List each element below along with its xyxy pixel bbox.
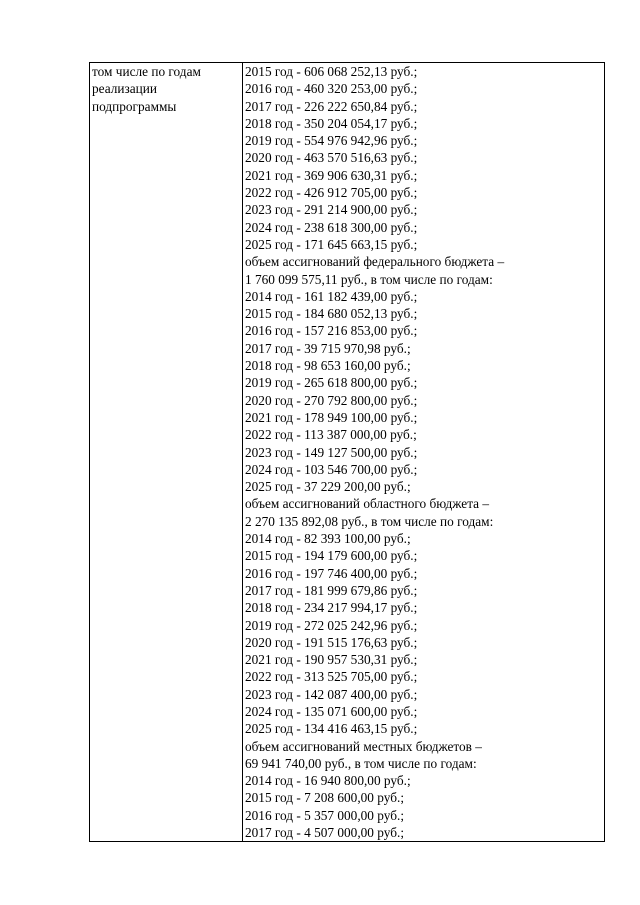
value-line: 2 270 135 892,08 руб., в том числе по годам: [245,513,494,529]
value-line: объем ассигнований областного бюджета – [245,496,490,512]
value-line: 2020 год - 270 792 800,00 руб.; [245,392,418,408]
value-line: 2017 год - 181 999 679,86 руб.; [245,582,418,598]
value-line: 2025 год - 171 645 663,15 руб.; [245,236,418,252]
value-line: 2022 год - 426 912 705,00 руб.; [245,185,418,201]
value-line: 2015 год - 606 068 252,13 руб.; [245,64,418,79]
value-line: 2015 год - 194 179 600,00 руб.; [245,548,418,564]
value-line: 2022 год - 113 387 000,00 руб.; [245,427,417,443]
label-line: подпрограммы [92,98,177,114]
value-line: 2021 год - 190 957 530,31 руб.; [245,652,418,668]
value-line: 2016 год - 5 357 000,00 руб.; [245,807,405,823]
value-line: 2018 год - 234 217 994,17 руб.; [245,600,418,616]
value-line: 2025 год - 134 416 463,15 руб.; [245,721,418,737]
value-line: 2018 год - 350 204 054,17 руб.; [245,115,418,131]
value-line: 2019 год - 265 618 800,00 руб.; [245,375,418,391]
row-values-cell [243,63,605,842]
value-line: объем ассигнований федерального бюджета – [245,254,505,270]
value-line: 69 941 740,00 руб., в том числе по годам: [245,755,477,771]
value-line: 2024 год - 135 071 600,00 руб.; [245,703,418,719]
funding-table [89,62,605,842]
value-line: 2024 год - 103 546 700,00 руб.; [245,461,418,477]
value-line: 2018 год - 98 653 160,00 руб.; [245,358,411,374]
value-line: 2023 год - 291 214 900,00 руб.; [245,202,418,218]
value-line: 2014 год - 82 393 100,00 руб.; [245,531,411,547]
value-line: 2020 год - 191 515 176,63 руб.; [245,634,418,650]
value-line: 2022 год - 313 525 705,00 руб.; [245,669,418,685]
value-line: 2017 год - 39 715 970,98 руб.; [245,340,411,356]
value-line: 2024 год - 238 618 300,00 руб.; [245,219,418,235]
value-line: объем ассигнований местных бюджетов – [245,738,482,754]
table-row [90,63,605,842]
value-line: 2016 год - 197 746 400,00 руб.; [245,565,418,581]
value-line: 2014 год - 16 940 800,00 руб.; [245,773,411,789]
value-line: 2014 год - 161 182 439,00 руб.; [245,288,418,304]
value-line: 2021 год - 369 906 630,31 руб.; [245,167,418,183]
value-line: 2025 год - 37 229 200,00 руб.; [245,479,411,495]
value-line: 2017 год - 226 222 650,84 руб.; [245,98,418,114]
label-line: реализации [92,81,157,97]
value-line: 2016 год - 157 216 853,00 руб.; [245,323,418,339]
row-label-cell [90,63,243,842]
value-line: 2017 год - 4 507 000,00 руб.; [245,825,405,841]
value-line: 2019 год - 272 025 242,96 руб.; [245,617,418,633]
value-line: 2021 год - 178 949 100,00 руб.; [245,409,418,425]
value-line: 2016 год - 460 320 253,00 руб.; [245,81,418,97]
value-line: 2019 год - 554 976 942,96 руб.; [245,133,418,149]
value-line: 2020 год - 463 570 516,63 руб.; [245,150,418,166]
value-line: 2023 год - 149 127 500,00 руб.; [245,444,418,460]
value-line: 2023 год - 142 087 400,00 руб.; [245,686,418,702]
value-line: 2015 год - 7 208 600,00 руб.; [245,790,405,806]
value-line: 2015 год - 184 680 052,13 руб.; [245,306,418,322]
value-line: 1 760 099 575,11 руб., в том числе по годам: [245,271,493,287]
label-line: том числе по годам [92,64,201,79]
